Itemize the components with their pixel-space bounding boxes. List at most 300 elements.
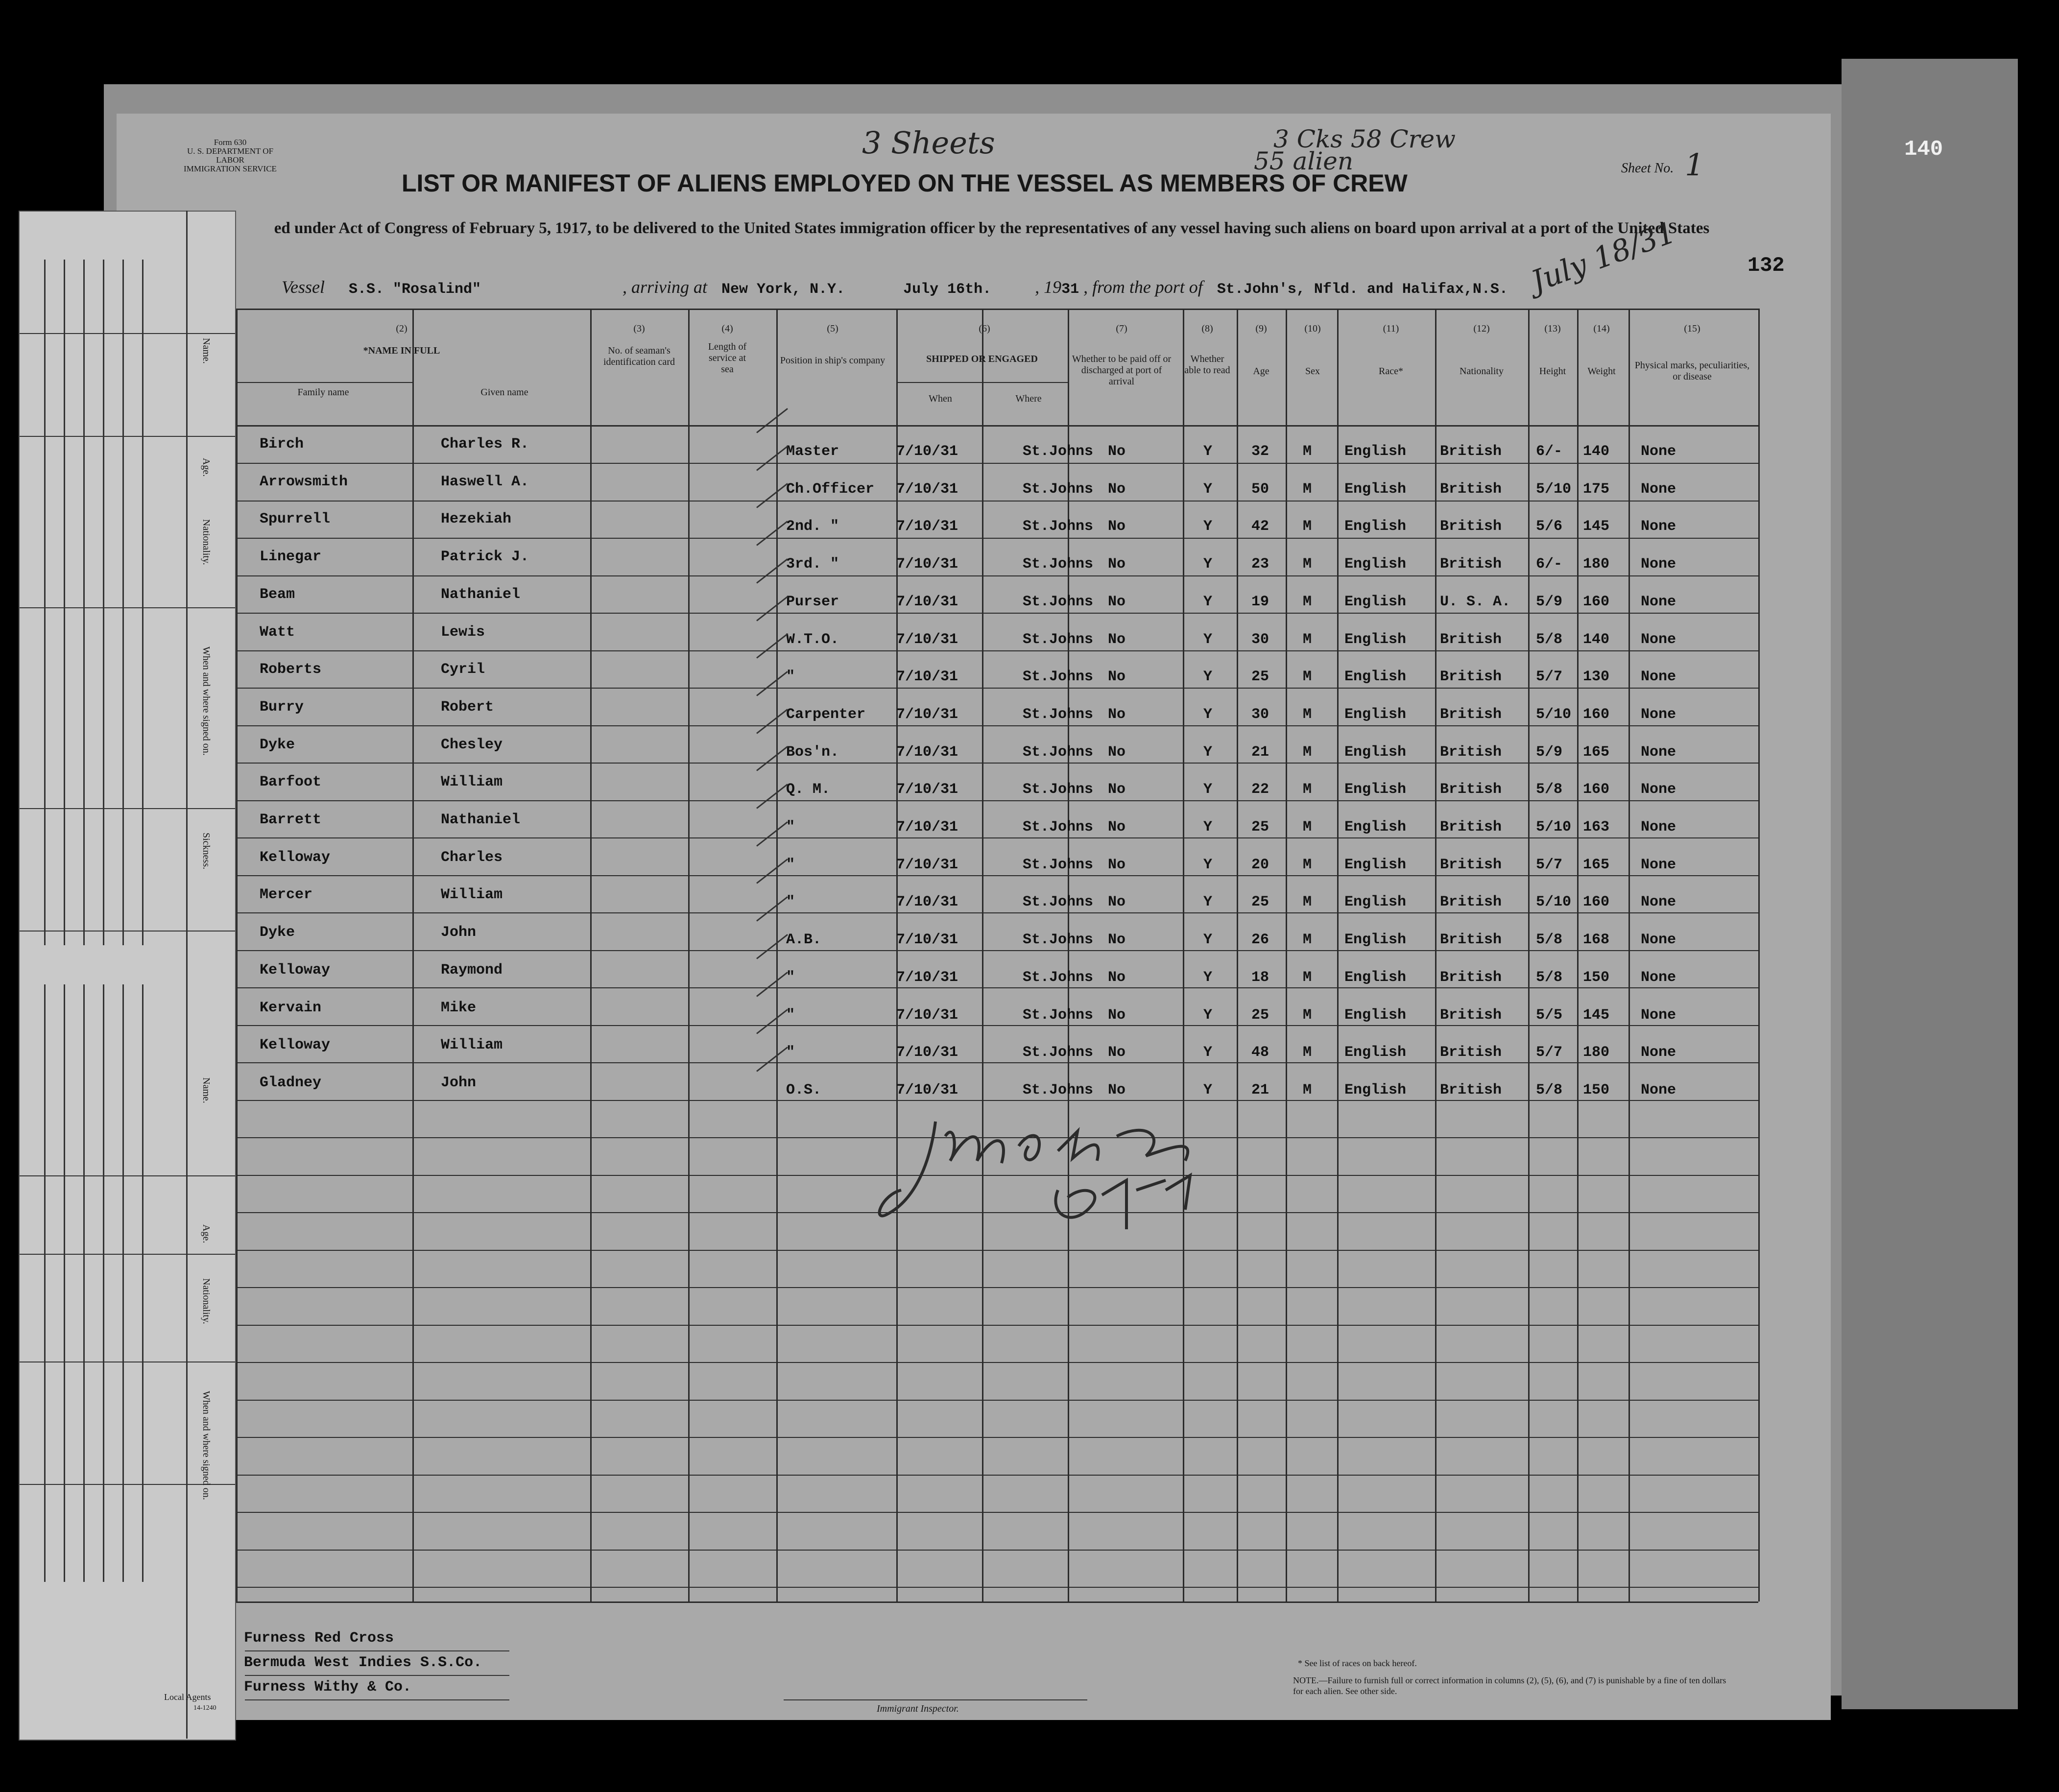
- stub-vline: [44, 260, 46, 945]
- cell-where: St.Johns: [1023, 706, 1094, 723]
- cell-weight: 140: [1583, 631, 1610, 648]
- handwritten-date: July 18/31: [1527, 215, 1680, 299]
- stub-vline: [83, 984, 85, 1582]
- cell-weight: 160: [1583, 706, 1610, 723]
- stub-vline: [103, 984, 104, 1582]
- stub-label: Age.: [201, 458, 212, 477]
- cell-position: Ch.Officer: [786, 481, 875, 498]
- cell-nationality: British: [1440, 443, 1502, 460]
- stub-vline: [122, 260, 124, 945]
- cell-given: Chesley: [441, 737, 503, 753]
- cell-race: English: [1344, 556, 1407, 573]
- signature-text: J.M. Oldhug: [1126, 1120, 1139, 1122]
- cell-given: Raymond: [441, 962, 503, 979]
- cell-age: 25: [1251, 894, 1269, 910]
- cell-given: William: [441, 886, 503, 903]
- cell-sex: M: [1303, 706, 1312, 723]
- arrival-date: July 16th.: [903, 281, 992, 298]
- inspector-signature: [872, 1092, 1313, 1249]
- page-number-stamp: 132: [1748, 254, 1785, 277]
- cell-where: St.Johns: [1023, 1007, 1094, 1024]
- cell-weight: 160: [1583, 781, 1610, 798]
- col-15-number: (15): [1684, 323, 1700, 334]
- cell-weight: 163: [1583, 819, 1610, 836]
- cell-where: St.Johns: [1023, 518, 1094, 535]
- cell-age: 26: [1251, 932, 1269, 948]
- cell-where: St.Johns: [1023, 481, 1094, 498]
- stub-hline: [20, 931, 235, 932]
- cell-paid: No: [1108, 481, 1126, 498]
- stub-label-lower: When and where signed on.: [201, 1391, 212, 1500]
- cell-sex: M: [1303, 594, 1312, 610]
- stub-label: Sickness.: [201, 833, 212, 869]
- cell-race: English: [1344, 1082, 1407, 1099]
- cell-read: Y: [1203, 518, 1213, 535]
- cell-family: Spurrell: [260, 511, 331, 527]
- cell-marks: None: [1641, 1007, 1676, 1024]
- cell-weight: 145: [1583, 1007, 1610, 1024]
- stub-vline: [142, 984, 144, 1582]
- cell-nationality: British: [1440, 518, 1502, 535]
- cell-race: English: [1344, 443, 1407, 460]
- cell-where: St.Johns: [1023, 819, 1094, 836]
- cell-family: Roberts: [260, 661, 322, 678]
- cell-where: St.Johns: [1023, 443, 1094, 460]
- form-department: U. S. DEPARTMENT OF LABOR: [187, 146, 274, 165]
- cell-race: English: [1344, 1044, 1407, 1061]
- cell-position: 3rd. ": [786, 556, 839, 573]
- stub-label-divider: [186, 211, 188, 1739]
- cell-sex: M: [1303, 969, 1312, 986]
- arriving-label: , arriving at: [622, 277, 708, 297]
- agent-3: Furness Withy & Co.: [244, 1679, 412, 1696]
- cell-read: Y: [1203, 1082, 1213, 1099]
- cell-given: Nathaniel: [441, 586, 521, 603]
- inspector-line: [784, 1699, 1087, 1700]
- cell-when: 7/10/31: [896, 932, 958, 948]
- cell-paid: No: [1108, 969, 1126, 986]
- cell-given: Charles: [441, 849, 503, 866]
- cell-race: English: [1344, 894, 1407, 910]
- stub-vline: [83, 260, 85, 945]
- cell-race: English: [1344, 932, 1407, 948]
- cell-family: Kelloway: [260, 1037, 331, 1053]
- stub-vline: [142, 260, 144, 945]
- cell-sex: M: [1303, 631, 1312, 648]
- cell-given: Robert: [441, 699, 494, 716]
- agent-underline-1: [245, 1650, 509, 1651]
- cell-age: 19: [1251, 594, 1269, 610]
- cell-paid: No: [1108, 1082, 1126, 1099]
- cell-age: 18: [1251, 969, 1269, 986]
- cell-paid: No: [1108, 706, 1126, 723]
- cell-when: 7/10/31: [896, 481, 958, 498]
- cell-age: 25: [1251, 669, 1269, 685]
- cell-sex: M: [1303, 894, 1312, 910]
- subtitle: ed under Act of Congress of February 5, 1917, to be delivered to the United States immigration officer by the representatives of any vessel having such aliens on board upon arrival at a port of the United States: [274, 219, 1710, 237]
- cell-when: 7/10/31: [896, 631, 958, 648]
- cell-given: Patrick J.: [441, 549, 529, 565]
- cell-race: English: [1344, 631, 1407, 648]
- cell-family: Watt: [260, 624, 295, 641]
- cell-when: 7/10/31: [896, 1007, 958, 1024]
- local-agents-label: Local Agents: [164, 1692, 211, 1702]
- cell-age: 48: [1251, 1044, 1269, 1061]
- cell-where: St.Johns: [1023, 669, 1094, 685]
- col-race: Race*: [1379, 366, 1403, 377]
- cell-when: 7/10/31: [896, 594, 958, 610]
- cell-sex: M: [1303, 518, 1312, 535]
- stub-label: Name.: [201, 338, 212, 364]
- cell-race: English: [1344, 969, 1407, 986]
- cell-age: 25: [1251, 819, 1269, 836]
- cell-read: Y: [1203, 894, 1213, 910]
- cell-height: 5/10: [1536, 894, 1572, 910]
- col-position: Position in ship's company: [780, 355, 886, 366]
- cell-given: Cyril: [441, 661, 485, 678]
- cell-height: 5/10: [1536, 706, 1572, 723]
- cell-position: Q. M.: [786, 781, 831, 798]
- col-given-name: Given name: [480, 387, 528, 398]
- col-14-number: (14): [1593, 323, 1610, 334]
- cell-nationality: British: [1440, 932, 1502, 948]
- col-9-number: (9): [1255, 323, 1267, 334]
- cell-age: 32: [1251, 443, 1269, 460]
- cell-paid: No: [1108, 669, 1126, 685]
- cell-paid: No: [1108, 443, 1126, 460]
- cell-height: 5/10: [1536, 819, 1572, 836]
- stub-hline: [20, 607, 235, 608]
- cell-where: St.Johns: [1023, 857, 1094, 873]
- vessel-label: Vessel: [282, 277, 325, 297]
- stub-hline: [20, 1175, 235, 1176]
- cell-family: Birch: [260, 436, 304, 453]
- cell-read: Y: [1203, 706, 1213, 723]
- col-weight: Weight: [1587, 366, 1616, 377]
- cell-sex: M: [1303, 556, 1312, 573]
- cell-position: Purser: [786, 594, 839, 610]
- cell-weight: 180: [1583, 1044, 1610, 1061]
- cell-race: English: [1344, 481, 1407, 498]
- cell-paid: No: [1108, 1007, 1126, 1024]
- cell-height: 5/8: [1536, 631, 1563, 648]
- cell-sex: M: [1303, 819, 1312, 836]
- cell-position: Carpenter: [786, 706, 866, 723]
- cell-age: 30: [1251, 631, 1269, 648]
- cell-weight: 165: [1583, 857, 1610, 873]
- cell-where: St.Johns: [1023, 781, 1094, 798]
- stub-label-lower: Age.: [201, 1224, 212, 1243]
- cell-weight: 145: [1583, 518, 1610, 535]
- cell-age: 22: [1251, 781, 1269, 798]
- cell-given: John: [441, 924, 477, 941]
- cell-paid: No: [1108, 894, 1126, 910]
- form-service: IMMIGRATION SERVICE: [184, 164, 277, 173]
- cell-race: English: [1344, 669, 1407, 685]
- cell-weight: 165: [1583, 744, 1610, 761]
- cell-marks: None: [1641, 556, 1676, 573]
- cell-marks: None: [1641, 1044, 1676, 1061]
- cell-paid: No: [1108, 631, 1126, 648]
- cell-marks: None: [1641, 894, 1676, 910]
- cell-marks: None: [1641, 819, 1676, 836]
- cell-read: Y: [1203, 969, 1213, 986]
- form-number: Form 630: [214, 138, 247, 147]
- cell-weight: 168: [1583, 932, 1610, 948]
- cell-sex: M: [1303, 857, 1312, 873]
- col-4-number: (4): [721, 323, 733, 334]
- cell-given: Hezekiah: [441, 511, 512, 527]
- cell-marks: None: [1641, 781, 1676, 798]
- col-nationality: Nationality: [1460, 366, 1504, 377]
- cell-height: 5/8: [1536, 1082, 1563, 1099]
- col-length-service: Length of service at sea: [708, 341, 747, 375]
- cell-height: 5/7: [1536, 669, 1563, 685]
- col-when: When: [929, 393, 952, 404]
- cell-where: St.Johns: [1023, 894, 1094, 910]
- vessel-name: S.S. "Rosalind": [348, 281, 481, 298]
- cell-weight: 160: [1583, 894, 1610, 910]
- cell-where: St.Johns: [1023, 631, 1094, 648]
- immigrant-inspector-label: Immigrant Inspector.: [877, 1703, 959, 1714]
- cell-family: Kervain: [260, 1000, 322, 1016]
- cell-when: 7/10/31: [896, 969, 958, 986]
- cell-read: Y: [1203, 594, 1213, 610]
- cell-nationality: British: [1440, 969, 1502, 986]
- cell-height: 6/-: [1536, 556, 1563, 573]
- cell-given: William: [441, 774, 503, 790]
- stub-vline: [122, 984, 124, 1582]
- cell-where: St.Johns: [1023, 1044, 1094, 1061]
- col-11-number: (11): [1383, 323, 1399, 334]
- cell-sex: M: [1303, 932, 1312, 948]
- cell-weight: 180: [1583, 556, 1610, 573]
- cell-height: 5/7: [1536, 857, 1563, 873]
- cell-read: Y: [1203, 781, 1213, 798]
- cell-given: Lewis: [441, 624, 485, 641]
- cell-height: 5/6: [1536, 518, 1563, 535]
- cell-marks: None: [1641, 443, 1676, 460]
- col-12-number: (12): [1473, 323, 1490, 334]
- col-sex: Sex: [1305, 366, 1320, 377]
- stub-label-lower: Name.: [201, 1077, 212, 1103]
- cell-family: Dyke: [260, 737, 295, 753]
- cell-when: 7/10/31: [896, 556, 958, 573]
- cell-family: Burry: [260, 699, 304, 716]
- cell-race: English: [1344, 594, 1407, 610]
- cell-paid: No: [1108, 932, 1126, 948]
- cell-when: 7/10/31: [896, 819, 958, 836]
- cell-position: A.B.: [786, 932, 822, 948]
- cell-marks: None: [1641, 969, 1676, 986]
- cell-read: Y: [1203, 1044, 1213, 1061]
- cell-given: Mike: [441, 1000, 477, 1016]
- cell-race: English: [1344, 518, 1407, 535]
- from-port: St.John's, Nfld. and Halifax,N.S.: [1217, 281, 1508, 298]
- cell-given: Charles R.: [441, 436, 529, 453]
- cell-age: 42: [1251, 518, 1269, 535]
- cell-marks: None: [1641, 631, 1676, 648]
- col-physical: Physical marks, peculiarities, or disease: [1634, 360, 1750, 382]
- handwritten-sheets: 3 Sheets: [862, 125, 995, 161]
- stub-label-lower: Nationality.: [201, 1278, 212, 1324]
- arriving-port: New York, N.Y.: [721, 281, 845, 298]
- cell-race: English: [1344, 819, 1407, 836]
- cell-given: William: [441, 1037, 503, 1053]
- cell-paid: No: [1108, 857, 1126, 873]
- cell-when: 7/10/31: [896, 857, 958, 873]
- stub-vline: [64, 260, 65, 945]
- cell-race: English: [1344, 781, 1407, 798]
- stub-vline: [64, 984, 65, 1582]
- cell-position: ": [786, 969, 795, 986]
- cell-nationality: British: [1440, 894, 1502, 910]
- cell-age: 21: [1251, 1082, 1269, 1099]
- cell-given: Haswell A.: [441, 474, 529, 490]
- stub-label: When and where signed on.: [201, 646, 212, 756]
- col-7-number: (7): [1116, 323, 1127, 334]
- agent-2: Bermuda West Indies S.S.Co.: [244, 1654, 482, 1671]
- handwritten-crew-count: 3 Cks 58 Crew: [1273, 125, 1456, 153]
- cell-paid: No: [1108, 744, 1126, 761]
- col-2-number: (2): [396, 323, 407, 334]
- cell-weight: 160: [1583, 594, 1610, 610]
- stub-vline: [44, 984, 46, 1582]
- cell-read: Y: [1203, 1007, 1213, 1024]
- agent-underline-3: [245, 1699, 509, 1700]
- from-label: , from the port of: [1083, 277, 1203, 297]
- cell-age: 30: [1251, 706, 1269, 723]
- col-5-number: (5): [827, 323, 838, 334]
- cell-height: 5/9: [1536, 744, 1563, 761]
- cell-family: Beam: [260, 586, 295, 603]
- cell-weight: 150: [1583, 969, 1610, 986]
- cell-paid: No: [1108, 781, 1126, 798]
- cell-read: Y: [1203, 932, 1213, 948]
- stub-hline: [20, 808, 235, 809]
- note-races: * See list of races on back hereof.: [1298, 1658, 1417, 1668]
- cell-race: English: [1344, 744, 1407, 761]
- page-number-top: 140: [1904, 137, 1943, 162]
- stub-hline: [20, 1254, 235, 1255]
- col-age: Age: [1253, 366, 1269, 377]
- stub-label: Nationality.: [201, 519, 212, 565]
- form-code: 14-1240: [193, 1704, 216, 1712]
- col-family-name: Family name: [297, 387, 349, 398]
- col-paid-off: Whether to be paid off or discharged at port of arrival: [1072, 354, 1172, 387]
- cell-family: Gladney: [260, 1075, 322, 1091]
- cell-paid: No: [1108, 518, 1126, 535]
- col-seaman-card: No. of seaman's identification card: [603, 345, 675, 367]
- page-title: LIST OR MANIFEST OF ALIENS EMPLOYED ON THE VESSEL AS MEMBERS OF CREW: [402, 169, 1408, 197]
- cell-when: 7/10/31: [896, 706, 958, 723]
- cell-when: 7/10/31: [896, 1044, 958, 1061]
- cell-nationality: British: [1440, 669, 1502, 685]
- cell-height: 5/9: [1536, 594, 1563, 610]
- cell-paid: No: [1108, 594, 1126, 610]
- cell-where: St.Johns: [1023, 1082, 1094, 1099]
- cell-paid: No: [1108, 556, 1126, 573]
- cell-family: Arrowsmith: [260, 474, 348, 490]
- cell-family: Mercer: [260, 886, 313, 903]
- cell-marks: None: [1641, 744, 1676, 761]
- cell-nationality: British: [1440, 1044, 1502, 1061]
- cell-paid: No: [1108, 819, 1126, 836]
- cell-when: 7/10/31: [896, 518, 958, 535]
- cell-position: Master: [786, 443, 839, 460]
- cell-sex: M: [1303, 1007, 1312, 1024]
- cell-position: ": [786, 894, 795, 910]
- stub-hline: [20, 436, 235, 437]
- cell-sex: M: [1303, 1082, 1312, 1099]
- cell-when: 7/10/31: [896, 781, 958, 798]
- cell-nationality: British: [1440, 1082, 1502, 1099]
- cell-sex: M: [1303, 443, 1312, 460]
- cell-sex: M: [1303, 669, 1312, 685]
- cell-read: Y: [1203, 631, 1213, 648]
- cell-when: 7/10/31: [896, 1082, 958, 1099]
- handwritten-aliens: 55 alien: [1254, 147, 1354, 175]
- cell-position: O.S.: [786, 1082, 822, 1099]
- cell-family: Kelloway: [260, 962, 331, 979]
- cell-weight: 175: [1583, 481, 1610, 498]
- col-shipped: SHIPPED OR ENGAGED: [926, 354, 1038, 364]
- cell-family: Kelloway: [260, 849, 331, 866]
- agent-1: Furness Red Cross: [244, 1630, 394, 1647]
- col-13-number: (13): [1544, 323, 1561, 334]
- cell-position: ": [786, 669, 795, 685]
- sheet-no-label: Sheet No.: [1621, 161, 1674, 176]
- cell-family: Linegar: [260, 549, 322, 565]
- cell-sex: M: [1303, 781, 1312, 798]
- cell-nationality: British: [1440, 481, 1502, 498]
- cell-age: 50: [1251, 481, 1269, 498]
- cell-marks: None: [1641, 857, 1676, 873]
- cell-marks: None: [1641, 518, 1676, 535]
- cell-when: 7/10/31: [896, 744, 958, 761]
- cell-given: Nathaniel: [441, 812, 521, 828]
- cell-where: St.Johns: [1023, 744, 1094, 761]
- cell-paid: No: [1108, 1044, 1126, 1061]
- cell-height: 5/5: [1536, 1007, 1563, 1024]
- cell-height: 5/7: [1536, 1044, 1563, 1061]
- cell-age: 23: [1251, 556, 1269, 573]
- cell-position: W.T.O.: [786, 631, 839, 648]
- cell-position: ": [786, 1007, 795, 1024]
- cell-nationality: British: [1440, 631, 1502, 648]
- cell-position: ": [786, 819, 795, 836]
- cell-position: ": [786, 857, 795, 873]
- stub-vline: [103, 260, 104, 945]
- cell-marks: None: [1641, 669, 1676, 685]
- cell-height: 5/8: [1536, 781, 1563, 798]
- cell-when: 7/10/31: [896, 443, 958, 460]
- cell-where: St.Johns: [1023, 969, 1094, 986]
- cell-nationality: British: [1440, 819, 1502, 836]
- cell-height: 6/-: [1536, 443, 1563, 460]
- col-where: Where: [1015, 393, 1042, 404]
- cell-height: 5/8: [1536, 969, 1563, 986]
- cell-race: English: [1344, 857, 1407, 873]
- cell-given: John: [441, 1075, 477, 1091]
- cell-age: 20: [1251, 857, 1269, 873]
- note-penalty: NOTE.—Failure to furnish full or correct information in columns (2), (5), (6), and (7) is punishable by a fine of ten dollars for each alien. See other side.: [1293, 1675, 1726, 1696]
- cell-marks: None: [1641, 706, 1676, 723]
- cell-when: 7/10/31: [896, 894, 958, 910]
- cell-read: Y: [1203, 481, 1213, 498]
- cell-weight: 130: [1583, 669, 1610, 685]
- cell-read: Y: [1203, 556, 1213, 573]
